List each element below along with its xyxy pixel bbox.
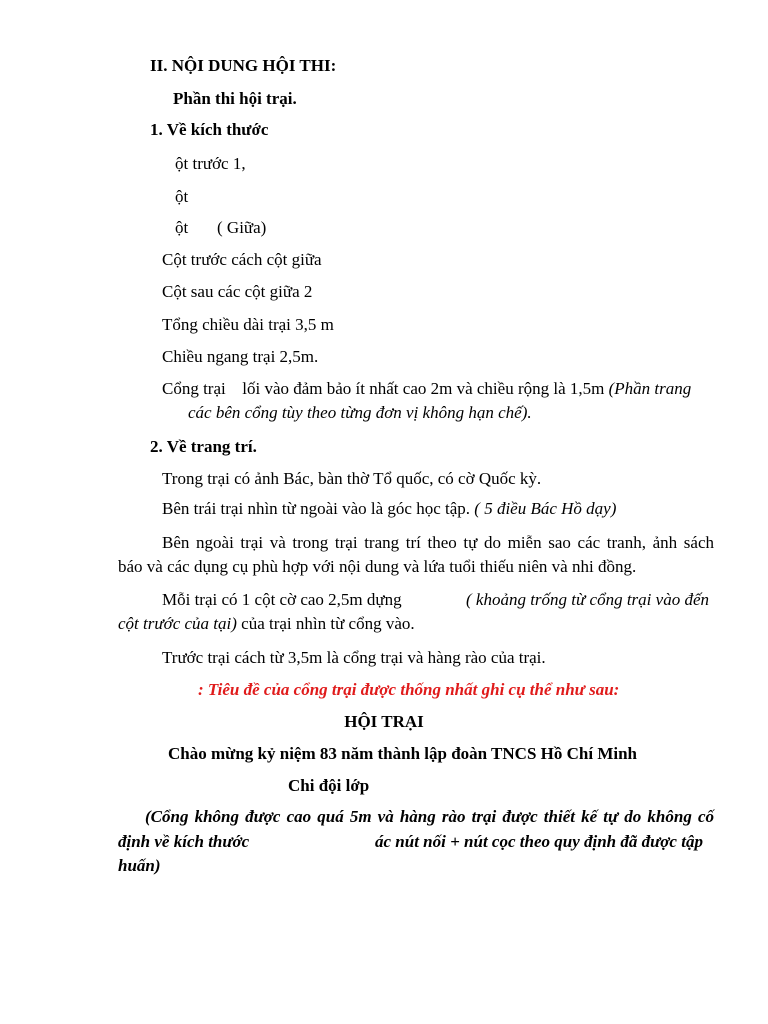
decor-paragraph-3-line1: Bên ngoài trại và trong trại trang trí theo tự do miễn sao các tranh, ảnh sách xyxy=(162,533,714,552)
col-front-text: ột trước 1, xyxy=(175,154,246,173)
decor-paragraph-3-line2: báo và các dụng cụ phù hợp với nội dung và lứa tuổi thiếu niên và nhi đồng. xyxy=(118,557,637,576)
decor-paragraph-4-italic: ( khoảng trống từ cổng trại vào đến xyxy=(466,590,709,609)
banner-unit: Chi đội lớp xyxy=(288,776,370,795)
footer-note-line2a: định về kích thước xyxy=(118,832,250,851)
decor-paragraph-2-italic: ( 5 điều Bác Hồ dạy) xyxy=(474,499,617,518)
banner-title: HỘI TRẠI xyxy=(344,712,424,731)
part-heading: Phần thi hội trại. xyxy=(173,89,297,108)
decor-heading: 2. Về trang trí. xyxy=(150,437,257,456)
decor-paragraph-5: Trước trại cách từ 3,5m là cổng trại và hàng rào của trại. xyxy=(162,648,546,667)
gate-paragraph xyxy=(162,378,691,400)
back-to-middle-text: Cột sau các cột giữa 2 xyxy=(162,282,313,301)
front-to-middle-text: Cột trước cách cột giữa xyxy=(162,250,322,269)
decor-paragraph-4-end: của trại nhìn từ cổng vào. xyxy=(241,614,415,633)
footer-note-line1: (Cổng không được cao quá 5m và hàng rào trại được thiết kế tự do không cố xyxy=(145,807,714,826)
notice-text: : Tiêu đề của cổng trại được thống nhất ghi cụ thể như sau: xyxy=(198,680,620,699)
decor-paragraph-2-text: Bên trái trại nhìn từ ngoài vào là góc học tập. xyxy=(162,499,471,518)
col-third-text: ột xyxy=(175,218,189,237)
col-second-text: ột xyxy=(175,187,189,206)
width-text: Chiều ngang trại 2,5m. xyxy=(162,347,319,366)
gate-rest: lối vào đảm bảo ít nhất cao 2m và chiều rộng là 1,5m xyxy=(242,379,605,398)
total-length-text: Tổng chiều dài trại 3,5 m xyxy=(162,315,334,334)
col-third-note: ( Giữa) xyxy=(217,218,267,237)
section-heading: II. NỘI DUNG HỘI THI: xyxy=(150,56,337,75)
decor-paragraph-4-italic-2: cột trước của tại) xyxy=(118,614,237,633)
footer-note-line3: huấn) xyxy=(118,856,161,875)
decor-paragraph-1: Trong trại có ảnh Bác, bàn thờ Tổ quốc, có cờ Quốc kỳ. xyxy=(162,469,542,488)
gate-italic-end: các bên cổng tùy theo từng đơn vị không hạn chế). xyxy=(188,403,532,422)
decor-paragraph-2 xyxy=(162,498,616,520)
decor-paragraph-4-start: Mỗi trại có 1 cột cờ cao 2,5m dựng xyxy=(162,590,402,609)
decor-paragraph-4-line2 xyxy=(118,613,415,635)
gate-label: Cổng trại xyxy=(162,379,226,398)
size-heading: 1. Về kích thước xyxy=(150,120,269,139)
footer-note-line2b: ác nút nối + nút cọc theo quy định đã được tập xyxy=(375,832,703,851)
gate-italic-start: (Phần trang xyxy=(608,379,692,398)
banner-subtitle: Chào mừng kỷ niệm 83 năm thành lập đoàn TNCS Hồ Chí Minh xyxy=(168,744,638,763)
